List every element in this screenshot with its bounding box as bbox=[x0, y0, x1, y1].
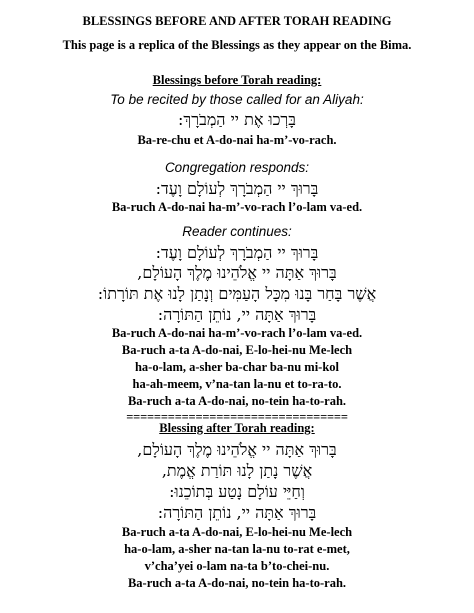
section-separator: ================================ bbox=[126, 410, 348, 424]
translit-congregation: Ba-ruch A-do-nai ha-m’-vo-rach l’o-lam va-ed. bbox=[111, 200, 363, 214]
hebrew-after-line: בָּרוּךְ אַתָּה יי, נוֹתֵן הַתּוֹרָה: bbox=[157, 503, 317, 522]
before-heading: Blessings before Torah reading: bbox=[152, 73, 322, 87]
translit-reader-line: ha-o-lam, a-sher ba-char ba-nu mi-kol bbox=[134, 360, 340, 374]
hebrew-after-line: אֲשֶׁר נָתַן לָנוּ תּוֹרַת אֱמֶת, bbox=[161, 461, 313, 480]
hebrew-reader-line: בָּרוּךְ אַתָּה יי, נוֹתֵן הַתּוֹרָה: bbox=[157, 305, 317, 324]
translit-after-line: ha-o-lam, a-sher na-tan la-nu to-rat e-met, bbox=[124, 542, 350, 556]
translit-after-line: Ba-ruch a-ta A-do-nai, no-tein ha-to-rah. bbox=[127, 576, 347, 590]
hebrew-reader-line: בָּרוּךְ יי הַמְבֹרָךְ לְעוֹלָם וָעֶד: bbox=[155, 243, 319, 262]
document-subtitle: This page is a replica of the Blessings as they appear on the Bima. bbox=[62, 38, 412, 52]
hebrew-congregation: בָּרוּךְ יי הַמְבֹרָךְ לְעוֹלָם וָעֶד: bbox=[155, 179, 319, 198]
aliyah-instruction: To be recited by those called for an Aliyah: bbox=[110, 92, 364, 107]
reader-label: Reader continues: bbox=[182, 224, 292, 239]
translit-reader-line: Ba-ruch a-ta A-do-nai, E-lo-hei-nu Me-lech bbox=[121, 343, 353, 357]
hebrew-after-line: בָּרוּךְ אַתָּה יי אֱלֹהֵינוּ מֶלֶךְ הָעוֹלָם, bbox=[137, 440, 337, 459]
translit-reader-line: Ba-ruch A-do-nai ha-m’-vo-rach l’o-lam va-ed. bbox=[111, 326, 363, 340]
hebrew-reader-line: אֲשֶׁר בָּחַר בָּנוּ מִכָּל הָעַמִּים וְנָתַן לָנוּ אֶת תּוֹרָתוֹ: bbox=[97, 284, 377, 303]
congregation-label: Congregation responds: bbox=[164, 160, 310, 175]
translit-reader-line: Ba-ruch a-ta A-do-nai, no-tein ha-to-rah. bbox=[127, 394, 347, 408]
translit-reader-line: ha-ah-meem, v’na-tan la-nu et to-ra-to. bbox=[132, 377, 342, 391]
hebrew-barchu: בָּרְכוּ אֶת יי הַמְבֹרָךְ: bbox=[178, 110, 296, 129]
translit-after-line: v’cha’yei o-lam na-ta b’to-chei-nu. bbox=[144, 559, 330, 573]
translit-after-line: Ba-ruch a-ta A-do-nai, E-lo-hei-nu Me-lech bbox=[121, 525, 353, 539]
hebrew-after-line: וְחַיֵּי עוֹלָם נָטַע בְּתוֹכֵנוּ: bbox=[169, 482, 305, 501]
hebrew-reader-line: בָּרוּךְ אַתָּה יי אֱלֹהֵינוּ מֶלֶךְ הָעוֹלָם, bbox=[137, 263, 337, 282]
translit-barchu: Ba-re-chu et A-do-nai ha-m’-vo-rach. bbox=[137, 133, 337, 147]
after-heading: Blessing after Torah reading: bbox=[159, 421, 315, 435]
document-title: BLESSINGS BEFORE AND AFTER TORAH READING bbox=[82, 14, 392, 28]
